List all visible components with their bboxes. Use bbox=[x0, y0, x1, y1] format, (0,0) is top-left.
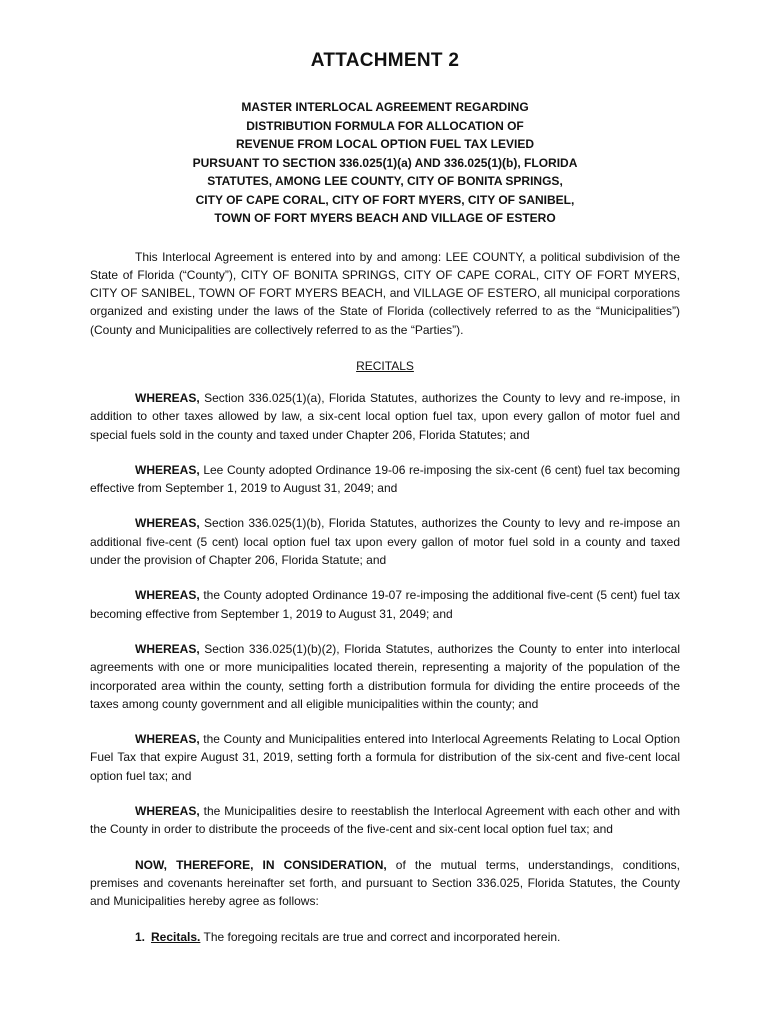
whereas-text: Section 336.025(1)(b)(2), Florida Statutes, authorizes the County to enter into interlocal agreements with one or more municipalities located therein, representing a majority of the population of the incorporated area within the county, setting forth a distribution formula for dividing the entire proceeds of the taxes among county government and all eligible municipalities within the county; and bbox=[90, 641, 680, 711]
agreement-title-line: MASTER INTERLOCAL AGREEMENT REGARDING bbox=[241, 100, 529, 114]
whereas-text: Section 336.025(1)(b), Florida Statutes, authorizes the County to levy and re-impose an additional five-cent (5 cent) local option fuel tax upon every gallon of motor fuel sold in a county and taxed under the provision of Chapter 206, Florida Statute; and bbox=[90, 516, 680, 568]
whereas-keyword: WHEREAS, bbox=[135, 641, 200, 656]
whereas-text: Section 336.025(1)(a), Florida Statutes, authorizes the County to levy and re-impose, in addition to other taxes allowed by law, a six-cent local option fuel tax, upon every gallon of motor fuel and special fuels sold in the county and taxed under Chapter 206, Florida Statutes; and bbox=[90, 390, 680, 442]
section-text: The foregoing recitals are true and correct and incorporated herein. bbox=[200, 929, 561, 944]
whereas-keyword: WHEREAS, bbox=[135, 390, 200, 405]
whereas-keyword: WHEREAS, bbox=[135, 516, 200, 531]
agreement-title-line: TOWN OF FORT MYERS BEACH AND VILLAGE OF ESTERO bbox=[214, 211, 556, 225]
agreement-title bbox=[90, 98, 680, 228]
agreement-title-line: CITY OF CAPE CORAL, CITY OF FORT MYERS, CITY OF SANIBEL, bbox=[195, 192, 575, 207]
whereas-paragraph bbox=[90, 389, 680, 444]
whereas-text: the County and Municipalities entered into Interlocal Agreements Relating to Local Option Fuel Tax that expire August 31, 2019, setting forth a formula for distribution of the six-cent and five-cent local option fuel tax; and bbox=[90, 732, 680, 783]
agreement-title-line: STATUTES, AMONG LEE COUNTY, CITY OF BONITA SPRINGS, bbox=[207, 174, 563, 188]
whereas-keyword: WHEREAS, bbox=[135, 732, 200, 747]
whereas-paragraph bbox=[90, 730, 680, 785]
whereas-paragraph bbox=[90, 461, 680, 498]
attachment-title: ATTACHMENT 2 bbox=[310, 50, 460, 71]
whereas-text: the Municipalities desire to reestablish the Interlocal Agreement with each other and with the County in order to distribute the proceeds of the five-cent and six-cent local option fuel tax; and bbox=[90, 804, 680, 837]
agreement-title-line: REVENUE FROM LOCAL OPTION FUEL TAX LEVIED bbox=[235, 137, 535, 151]
agreement-title-line: PURSUANT TO SECTION 336.025(1)(a) AND 336.025(1)(b), FLORIDA bbox=[192, 155, 578, 170]
now-therefore-keyword: NOW, THEREFORE, IN CONSIDERATION, bbox=[135, 857, 387, 872]
section-title: Recitals. bbox=[151, 929, 201, 944]
whereas-paragraph bbox=[90, 586, 680, 623]
whereas-keyword: WHEREAS, bbox=[135, 588, 200, 603]
whereas-paragraph bbox=[90, 514, 680, 569]
now-therefore-paragraph bbox=[90, 856, 680, 911]
whereas-paragraph bbox=[90, 640, 680, 713]
section-recitals bbox=[90, 928, 680, 946]
whereas-keyword: WHEREAS, bbox=[135, 462, 200, 477]
whereas-keyword: WHEREAS, bbox=[135, 804, 200, 819]
agreement-title-line: DISTRIBUTION FORMULA FOR ALLOCATION OF bbox=[246, 118, 524, 133]
whereas-text: Lee County adopted Ordinance 19-06 re-imposing the six-cent (6 cent) fuel tax becoming effective from September 1, 2019 to August 31, 2049; and bbox=[90, 462, 680, 496]
intro-paragraph: This Interlocal Agreement is entered into by and among: LEE COUNTY, a political subdivision of the State of Florida (“County”), CITY OF BONITA SPRINGS, CITY OF CAPE CORAL, CITY OF FORT MYERS, CITY OF SANIBEL, TOWN OF FORT MYERS BEACH, and VILLAGE OF ESTERO, all municipal corporations organized and existing under the laws of the State of Florida (collectively referred to as the “Municipalities”) (County and Municipalities are collectively referred to as the “Parties”). bbox=[90, 249, 680, 337]
now-therefore-text: of the mutual terms, understandings, conditions, premises and covenants hereinafter set forth, and pursuant to Section 336.025, Florida Statutes, the County and Municipalities hereby agree as follows: bbox=[90, 857, 681, 909]
whereas-paragraph bbox=[90, 802, 680, 839]
recitals-heading: RECITALS bbox=[356, 358, 414, 373]
whereas-text: the County adopted Ordinance 19-07 re-imposing the additional five-cent (5 cent) fuel tax becoming effective from September 1, 2019 to August 31, 2049; and bbox=[90, 588, 680, 621]
section-number: 1. bbox=[135, 929, 146, 944]
